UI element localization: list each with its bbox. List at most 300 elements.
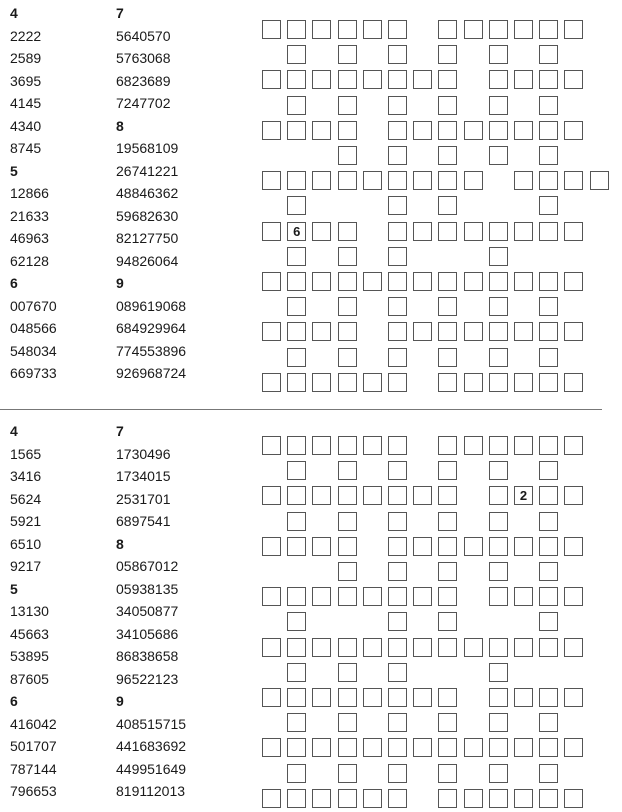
number-entry: 5763068 [116, 50, 171, 66]
grid-cell[interactable] [287, 322, 306, 341]
grid-cell[interactable] [338, 789, 357, 808]
grid-cell[interactable] [262, 738, 281, 757]
grid-cell[interactable] [464, 20, 483, 39]
grid-cell[interactable] [388, 512, 407, 531]
grid-cell[interactable] [438, 146, 457, 165]
grid-cell[interactable] [489, 45, 508, 64]
grid-cell[interactable] [388, 20, 407, 39]
grid-cell[interactable] [312, 789, 331, 808]
grid-cell[interactable] [514, 373, 533, 392]
number-entry: 449951649 [116, 760, 187, 777]
grid-cell[interactable] [438, 612, 457, 631]
grid-cell[interactable] [489, 146, 508, 165]
grid-cell[interactable] [338, 171, 357, 190]
grid-cell[interactable] [438, 45, 457, 64]
grid-cell[interactable] [312, 222, 331, 241]
grid-cell[interactable] [539, 348, 558, 367]
grid-cell[interactable] [262, 688, 281, 707]
grid-cell[interactable] [338, 297, 357, 316]
grid-cell[interactable] [388, 461, 407, 480]
grid-cell[interactable] [287, 272, 306, 291]
grid-cell[interactable] [489, 436, 508, 455]
grid-cell[interactable] [262, 486, 281, 505]
grid-cell[interactable] [363, 436, 382, 455]
grid-cell[interactable] [338, 436, 357, 455]
grid-cell[interactable] [363, 638, 382, 657]
number-entry: 86838658 [116, 648, 179, 664]
grid-cell[interactable] [438, 373, 457, 392]
grid-cell[interactable] [388, 247, 407, 266]
grid-cell[interactable] [539, 738, 558, 757]
grid-cell[interactable] [388, 272, 407, 291]
grid-cell[interactable] [564, 322, 583, 341]
grid-cell[interactable] [388, 121, 407, 140]
grid-cell[interactable] [438, 688, 457, 707]
grid-cell[interactable] [262, 222, 281, 241]
grid-cell[interactable] [338, 45, 357, 64]
grid-cell[interactable] [489, 789, 508, 808]
grid-cell[interactable] [514, 222, 533, 241]
grid-cell[interactable] [514, 436, 533, 455]
grid-cell[interactable] [388, 222, 407, 241]
grid-cell[interactable] [312, 373, 331, 392]
grid-cell[interactable] [564, 638, 583, 657]
grid-cell[interactable] [564, 171, 583, 190]
grid-cell[interactable] [514, 738, 533, 757]
grid-cell[interactable] [464, 272, 483, 291]
grid-cell[interactable] [413, 537, 432, 556]
grid-cell[interactable] [363, 70, 382, 89]
grid-cell[interactable] [287, 196, 306, 215]
grid-cell[interactable] [363, 688, 382, 707]
grid-cell[interactable] [287, 348, 306, 367]
grid-cell[interactable] [413, 486, 432, 505]
grid-cell[interactable] [489, 562, 508, 581]
grid-cell[interactable] [312, 537, 331, 556]
grid-cell[interactable] [564, 436, 583, 455]
grid-cell[interactable] [464, 436, 483, 455]
grid-cell[interactable] [438, 436, 457, 455]
grid-cell[interactable] [539, 121, 558, 140]
grid-cell[interactable] [489, 713, 508, 732]
grid-cell[interactable] [338, 562, 357, 581]
number-entry: 9217 [10, 558, 42, 574]
grid-cell[interactable] [489, 663, 508, 682]
grid-cell[interactable] [539, 587, 558, 606]
grid-cell[interactable] [539, 96, 558, 115]
grid-cell[interactable] [564, 20, 583, 39]
grid-cell[interactable] [363, 486, 382, 505]
grid-cell[interactable] [438, 272, 457, 291]
grid-cell[interactable] [489, 322, 508, 341]
grid-cell[interactable] [388, 738, 407, 757]
grid-cell[interactable] [363, 738, 382, 757]
grid-cell[interactable] [388, 486, 407, 505]
grid-cell[interactable] [262, 537, 281, 556]
grid-cell[interactable] [438, 171, 457, 190]
grid-cell[interactable] [590, 171, 609, 190]
grid-cell[interactable] [338, 512, 357, 531]
grid-cell[interactable] [338, 663, 357, 682]
grid-cell[interactable] [388, 196, 407, 215]
grid-cell[interactable] [489, 738, 508, 757]
grid-cell[interactable] [338, 461, 357, 480]
number-entry: 048566 [10, 320, 57, 336]
grid-cell[interactable] [514, 638, 533, 657]
grid-cell[interactable] [262, 587, 281, 606]
grid-cell[interactable] [388, 663, 407, 682]
grid-cell[interactable] [338, 373, 357, 392]
grid-cell[interactable] [489, 512, 508, 531]
number-entry: 7247702 [116, 95, 171, 111]
grid-cell[interactable] [338, 587, 357, 606]
grid-cell[interactable] [438, 486, 457, 505]
number-entry: 26741221 [116, 162, 179, 179]
grid-cell[interactable] [388, 436, 407, 455]
grid-cell[interactable] [564, 738, 583, 757]
grid-cell[interactable] [438, 638, 457, 657]
grid-cell[interactable] [539, 688, 558, 707]
grid-cell[interactable] [363, 789, 382, 808]
grid-cell[interactable] [438, 121, 457, 140]
grid-cell[interactable] [287, 612, 306, 631]
grid-cell[interactable] [489, 638, 508, 657]
grid-cell[interactable] [564, 486, 583, 505]
grid-cell[interactable] [388, 146, 407, 165]
grid-cell[interactable] [338, 247, 357, 266]
grid-cell[interactable] [388, 638, 407, 657]
grid-cell[interactable] [564, 70, 583, 89]
grid-cell[interactable] [312, 688, 331, 707]
grid-cell[interactable] [388, 587, 407, 606]
grid-cell[interactable] [262, 638, 281, 657]
grid-cell[interactable] [489, 20, 508, 39]
grid-cell[interactable] [489, 247, 508, 266]
grid-cell[interactable] [564, 373, 583, 392]
grid-cell[interactable] [388, 171, 407, 190]
number-entry: 21633 [10, 207, 49, 224]
grid-cell[interactable] [514, 486, 533, 505]
number-entry: 5624 [10, 490, 42, 507]
grid-cell[interactable] [539, 272, 558, 291]
grid-cell[interactable] [438, 512, 457, 531]
grid-cell[interactable] [464, 373, 483, 392]
grid-cell[interactable] [564, 789, 583, 808]
grid-cell[interactable] [287, 638, 306, 657]
grid-cell[interactable] [388, 562, 407, 581]
grid-cell[interactable] [363, 587, 382, 606]
grid-cell[interactable] [262, 436, 281, 455]
grid-cell[interactable] [464, 222, 483, 241]
grid-cell[interactable] [262, 171, 281, 190]
grid-cell[interactable] [564, 121, 583, 140]
grid-cell[interactable] [287, 121, 306, 140]
grid-cell[interactable] [438, 461, 457, 480]
number-entry: 34050877 [116, 603, 179, 619]
grid-cell[interactable] [287, 738, 306, 757]
grid-cell[interactable] [564, 222, 583, 241]
grid-cell[interactable] [312, 272, 331, 291]
number-entry: 684929964 [116, 320, 187, 336]
grid-cell[interactable] [262, 322, 281, 341]
grid-cell[interactable] [287, 20, 306, 39]
grid-cell[interactable] [539, 789, 558, 808]
grid-cell[interactable] [464, 537, 483, 556]
grid-cell[interactable] [312, 486, 331, 505]
grid-cell[interactable] [287, 688, 306, 707]
grid-cell[interactable] [438, 764, 457, 783]
grid-cell[interactable] [514, 587, 533, 606]
grid-cell[interactable] [539, 486, 558, 505]
grid-cell[interactable] [438, 70, 457, 89]
grid-cell[interactable] [388, 612, 407, 631]
grid-cell[interactable] [489, 587, 508, 606]
grid-cell[interactable] [539, 196, 558, 215]
grid-cell[interactable] [413, 638, 432, 657]
grid-cell[interactable] [388, 373, 407, 392]
grid-cell[interactable] [539, 638, 558, 657]
grid-cell[interactable] [338, 272, 357, 291]
grid-cell[interactable] [312, 322, 331, 341]
length-header: 7 [116, 423, 124, 439]
grid-cell[interactable] [338, 638, 357, 657]
grid-cell[interactable] [489, 96, 508, 115]
grid-cell[interactable] [262, 70, 281, 89]
grid-cell[interactable] [438, 562, 457, 581]
number-entry: 1734015 [116, 468, 171, 484]
grid-cell[interactable] [338, 96, 357, 115]
grid-cell[interactable] [388, 713, 407, 732]
grid-cell[interactable] [539, 713, 558, 732]
grid-cell[interactable] [514, 70, 533, 89]
grid-cell[interactable] [489, 272, 508, 291]
grid-cell[interactable] [564, 587, 583, 606]
grid-cell[interactable] [287, 373, 306, 392]
grid-cell[interactable] [287, 663, 306, 682]
grid-cell[interactable] [564, 537, 583, 556]
grid-cell[interactable] [363, 171, 382, 190]
length-header: 5 [10, 162, 18, 179]
grid-cell[interactable] [413, 171, 432, 190]
grid-cell[interactable] [338, 121, 357, 140]
grid-cell[interactable] [438, 196, 457, 215]
grid-cell[interactable] [464, 322, 483, 341]
grid-cell[interactable] [464, 171, 483, 190]
grid-cell[interactable] [413, 70, 432, 89]
grid-cell[interactable] [388, 789, 407, 808]
grid-cell[interactable] [363, 373, 382, 392]
grid-cell[interactable] [363, 272, 382, 291]
grid-cell[interactable] [438, 20, 457, 39]
grid-cell[interactable] [539, 222, 558, 241]
grid-cell[interactable] [413, 587, 432, 606]
number-entry: 94826064 [116, 252, 179, 269]
grid-cell[interactable] [539, 512, 558, 531]
grid-cell[interactable] [287, 96, 306, 115]
grid-cell[interactable] [514, 688, 533, 707]
grid-cell[interactable] [388, 297, 407, 316]
grid-cell[interactable] [338, 486, 357, 505]
number-entry: 3695 [10, 72, 42, 89]
grid-cell[interactable] [489, 373, 508, 392]
grid-cell[interactable] [413, 121, 432, 140]
grid-cell[interactable] [287, 222, 306, 241]
grid-cell[interactable] [464, 738, 483, 757]
number-entry: 05867012 [116, 558, 179, 574]
grid-cell[interactable] [287, 436, 306, 455]
number-entry: 82127750 [116, 230, 179, 246]
grid-cell[interactable] [312, 121, 331, 140]
grid-cell[interactable] [413, 738, 432, 757]
grid-cell[interactable] [489, 348, 508, 367]
grid-cell[interactable] [438, 322, 457, 341]
grid-cell[interactable] [489, 688, 508, 707]
grid-cell[interactable] [514, 171, 533, 190]
number-entry: 3416 [10, 468, 42, 484]
number-entry: 441683692 [116, 738, 187, 754]
grid-cell[interactable] [338, 713, 357, 732]
grid-cell[interactable] [388, 348, 407, 367]
grid-cell[interactable] [539, 764, 558, 783]
grid-cell[interactable] [539, 373, 558, 392]
number-entry: 6897541 [116, 513, 171, 529]
grid-cell[interactable] [287, 45, 306, 64]
grid-cell[interactable] [388, 322, 407, 341]
grid-cell[interactable] [438, 713, 457, 732]
grid-cell[interactable] [514, 20, 533, 39]
number-entry: 87605 [10, 670, 49, 687]
grid-cell[interactable] [489, 222, 508, 241]
grid-cell[interactable] [514, 322, 533, 341]
grid-cell[interactable] [312, 638, 331, 657]
grid-cell[interactable] [388, 764, 407, 783]
grid-cell[interactable] [438, 537, 457, 556]
grid-cell[interactable] [514, 789, 533, 808]
grid-cell[interactable] [489, 764, 508, 783]
grid-cell[interactable] [338, 222, 357, 241]
grid-cell[interactable] [514, 537, 533, 556]
grid-cell[interactable] [388, 537, 407, 556]
grid-cell[interactable] [287, 713, 306, 732]
given-digit: 2 [519, 488, 528, 504]
grid-cell[interactable] [287, 486, 306, 505]
grid-cell[interactable] [312, 70, 331, 89]
grid-cell[interactable] [438, 222, 457, 241]
number-entry: 6510 [10, 535, 42, 552]
grid-cell[interactable] [413, 222, 432, 241]
grid-cell[interactable] [312, 20, 331, 39]
grid-cell[interactable] [413, 322, 432, 341]
grid-cell[interactable] [388, 96, 407, 115]
grid-cell[interactable] [312, 171, 331, 190]
grid-cell[interactable] [338, 20, 357, 39]
grid-cell[interactable] [287, 247, 306, 266]
grid-cell[interactable] [438, 587, 457, 606]
grid-cell[interactable] [388, 45, 407, 64]
number-entry: 4340 [10, 117, 42, 134]
grid-cell[interactable] [413, 688, 432, 707]
grid-cell[interactable] [489, 70, 508, 89]
length-header: 9 [116, 275, 124, 291]
grid-cell[interactable] [539, 461, 558, 480]
grid-cell[interactable] [438, 297, 457, 316]
grid-cell[interactable] [338, 322, 357, 341]
grid-cell[interactable] [464, 789, 483, 808]
grid-cell[interactable] [388, 70, 407, 89]
grid-cell[interactable] [338, 688, 357, 707]
grid-cell[interactable] [539, 612, 558, 631]
grid-cell[interactable] [338, 738, 357, 757]
grid-cell[interactable] [438, 738, 457, 757]
grid-cell[interactable] [287, 70, 306, 89]
grid-cell[interactable] [539, 297, 558, 316]
grid-cell[interactable] [438, 348, 457, 367]
grid-cell[interactable] [489, 461, 508, 480]
grid-cell[interactable] [338, 146, 357, 165]
grid-cell[interactable] [539, 436, 558, 455]
grid-cell[interactable] [287, 537, 306, 556]
grid-cell[interactable] [312, 738, 331, 757]
grid-cell[interactable] [438, 789, 457, 808]
number-entry: 13130 [10, 603, 49, 619]
grid-cell[interactable] [413, 272, 432, 291]
grid-cell[interactable] [287, 297, 306, 316]
grid-cell[interactable] [287, 512, 306, 531]
grid-cell[interactable] [312, 436, 331, 455]
grid-cell[interactable] [489, 297, 508, 316]
grid-cell[interactable] [464, 638, 483, 657]
grid-cell[interactable] [514, 272, 533, 291]
grid-cell[interactable] [539, 20, 558, 39]
grid-cell[interactable] [564, 688, 583, 707]
grid-cell[interactable] [262, 789, 281, 808]
grid-cell[interactable] [287, 461, 306, 480]
grid-cell[interactable] [262, 121, 281, 140]
grid-cell[interactable] [539, 146, 558, 165]
grid-cell[interactable] [287, 587, 306, 606]
grid-cell[interactable] [514, 121, 533, 140]
grid-cell[interactable] [489, 537, 508, 556]
grid-cell[interactable] [262, 272, 281, 291]
number-entry: 408515715 [116, 715, 187, 732]
grid-cell[interactable] [539, 322, 558, 341]
grid-cell[interactable] [539, 537, 558, 556]
grid-cell[interactable] [287, 171, 306, 190]
grid-cell[interactable] [438, 96, 457, 115]
grid-cell[interactable] [262, 373, 281, 392]
grid-cell[interactable] [489, 486, 508, 505]
grid-cell[interactable] [338, 348, 357, 367]
number-entry: 5921 [10, 513, 42, 529]
grid-cell[interactable] [363, 20, 382, 39]
grid-cell[interactable] [539, 562, 558, 581]
number-entry: 8745 [10, 140, 42, 156]
grid-cell[interactable] [338, 70, 357, 89]
grid-cell[interactable] [489, 121, 508, 140]
grid-cell[interactable] [388, 688, 407, 707]
grid-cell[interactable] [464, 121, 483, 140]
grid-cell[interactable] [539, 70, 558, 89]
grid-cell[interactable] [287, 789, 306, 808]
grid-cell[interactable] [539, 45, 558, 64]
grid-cell[interactable] [564, 272, 583, 291]
grid-cell[interactable] [262, 20, 281, 39]
grid-cell[interactable] [312, 587, 331, 606]
grid-cell[interactable] [539, 171, 558, 190]
grid-cell[interactable] [338, 537, 357, 556]
grid-cell[interactable] [287, 764, 306, 783]
grid-cell[interactable] [338, 764, 357, 783]
